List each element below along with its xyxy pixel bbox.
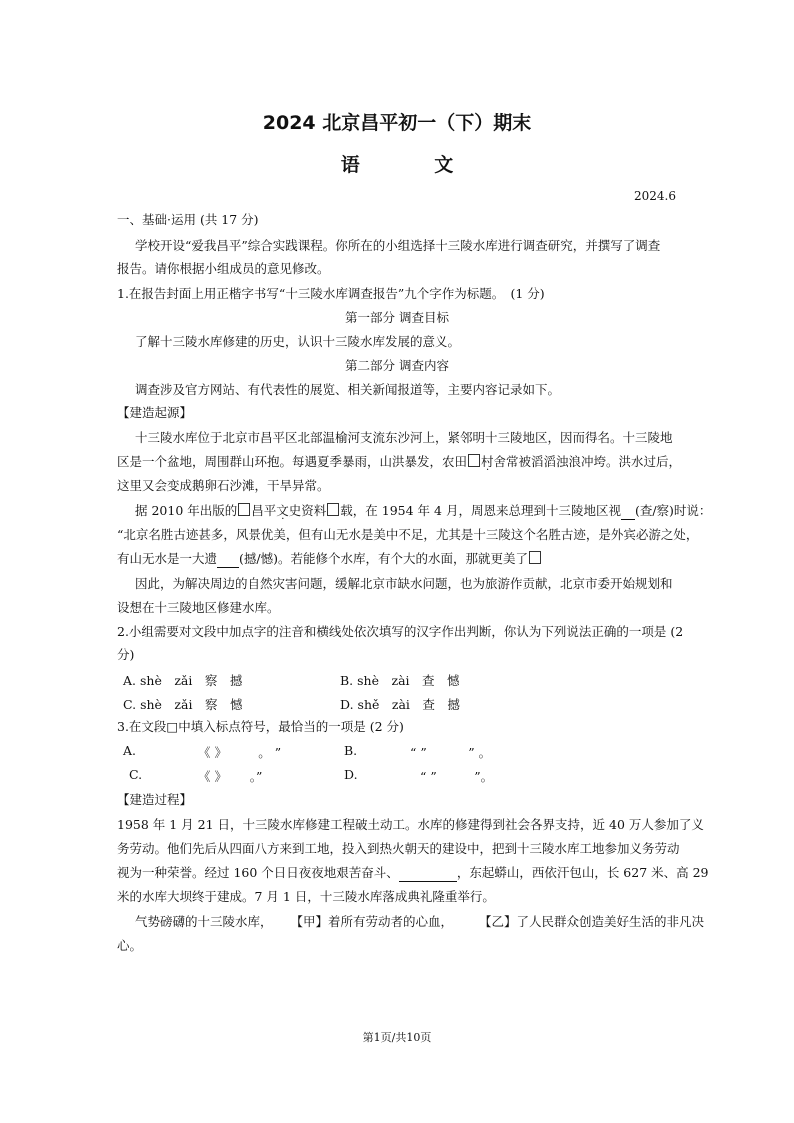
text-segment: 据 2010 年出版的 (135, 503, 238, 518)
q3-option-d-label: D. (344, 767, 358, 782)
punctuation-box (529, 551, 541, 564)
page-number: 第1页/共10页 (362, 1031, 432, 1044)
text-segment: 气势磅礴的十三陵水库， (135, 914, 273, 929)
dotted-phrase: 昌平文史资料 · (251, 503, 326, 518)
origin-p3-line-1: 因此，为解决周边的自然灾害问题，缓解北京市缺水问题，也为旅游作贡献，北京市委开始规划和 (135, 576, 673, 591)
question-3: 3.在文段□中填入标点符号，最恰当的一项是 (2 分) (117, 719, 404, 734)
text-segment: 【乙】了人民群众创造美好生活的非凡决 (479, 914, 705, 929)
origin-p1-line-2 (117, 454, 681, 470)
q3-option-b-marks: “ ” ” 。 (410, 745, 492, 760)
text-segment: 有山无水是一大遗 (117, 551, 218, 566)
part2-title: 第二部分 调查内容 (345, 358, 449, 373)
process-p1-line-4: 米的水库大坝终于建成。7 月 1 日，十三陵水库落成典礼隆重举行。 (117, 889, 495, 904)
q2-option-d: D. shě zài 查 撼 (340, 697, 460, 712)
text-segment: (查/察)时说： (634, 503, 712, 518)
q3-option-a-label: A. (123, 743, 137, 758)
fill-blank (399, 865, 457, 882)
origin-heading: 【建造起源】 (117, 405, 193, 420)
origin-p1-line-3: 这里又会变成鹅卵石沙滩，干旱异常。 (117, 478, 330, 493)
question-2-line-2: 分) (117, 647, 135, 662)
intro-line-2: 报告。请你根据小组成员的意见修改。 (117, 261, 330, 276)
q3-option-b-label: B. (344, 743, 358, 758)
q2-option-c: C. shè zǎi 察 憾 (123, 697, 243, 712)
q2-option-b: B. shè zài 查 憾 (340, 673, 460, 688)
process-heading: 【建造过程】 (117, 792, 193, 807)
text-segment: 视为一种荣誉。经过 160 个日日夜夜地艰苦奋斗、 (117, 865, 399, 880)
section-heading: 一、基础·运用 (共 17 分) (117, 212, 259, 227)
origin-p2-line-1 (135, 503, 711, 520)
text-segment: 载，在 1954 年 4 月，周恩来总理到十三陵地区视 (340, 503, 621, 518)
text-segment: 区是一个盆地，周围群山环抱。每遇夏季暴雨，山洪暴发，农田 (117, 454, 468, 469)
q3-option-c-marks: 《 》 。” (198, 769, 263, 784)
subject-title: 语 文 (340, 154, 488, 176)
text-segment: (撼/憾)。若能修个水库，有个大的水面，那就更美了 (239, 551, 528, 566)
origin-p2-line-2: “北京名胜古迹甚多，风景优美，但有山无水是美中不足，尤其是十三陵这个名胜古迹，是外宾必游之处， (117, 527, 699, 542)
text-segment: ，东起蟒山，西依汗包山，长 627 米、高 29 (456, 865, 709, 880)
intro-line-1: 学校开设“爱我昌平”综合实践课程。你所在的小组选择十三陵水库进行调查研究，并撰写了调查 (135, 238, 661, 253)
q2-option-a: A. shè zǎi 察 撼 (123, 673, 243, 688)
exam-date: 2024.6 (634, 189, 676, 203)
origin-p1-line-1: 十三陵水库位于北京市昌平区北部温榆河支流东沙河上，紧邻明十三陵地区，因而得名。十三陵地 (135, 430, 673, 445)
origin-p3-line-2: 设想在十三陵地区修建水库。 (117, 600, 280, 615)
text-segment: 舍常被滔滔浊浪冲垮。洪水过后， (493, 454, 682, 469)
process-p1-line-1: 1958 年 1 月 21 日，十三陵水库修建工程破土动工。水库的修建得到社会各界支持，近 40 万人参加了义 (117, 817, 704, 832)
dotted-character: 村 (481, 454, 494, 469)
question-1: 1.在报告封面上用正楷字书写“十三陵水库调查报告”九个字作为标题。 (1 分) (117, 286, 545, 301)
q3-option-a-marks: 《 》 。 ” (198, 745, 282, 760)
process-p2-line-1 (135, 914, 704, 930)
part2-text: 调查涉及官方网站、有代表性的展览、相关新闻报道等，主要内容记录如下。 (135, 382, 561, 397)
part1-title: 第一部分 调查目标 (345, 310, 449, 325)
page-title: 2024 北京昌平初一（下）期末 (262, 112, 532, 134)
punctuation-box (468, 454, 480, 467)
q3-option-d-marks: “ ” ”。 (420, 769, 494, 784)
fill-blank (621, 503, 635, 520)
text-segment: 【甲】着所有劳动者的心血， (290, 914, 454, 929)
punctuation-box (327, 503, 339, 516)
q3-option-c-label: C. (129, 767, 143, 782)
fill-blank (217, 551, 239, 568)
part1-text: 了解十三陵水库修建的历史，认识十三陵水库发展的意义。 (135, 334, 461, 349)
process-p1-line-2: 务劳动。他们先后从四面八方来到工地，投入到热火朝天的建设中，把到十三陵水库工地参加义务劳动 (117, 841, 680, 856)
process-p2-line-2: 心。 (117, 938, 143, 953)
question-2-line-1: 2.小组需要对文段中加点字的注音和横线处依次填写的汉字作出判断，你认为下列说法正确的一项是 (2 (117, 624, 684, 639)
origin-p2-line-3 (117, 551, 542, 568)
process-p1-line-3 (117, 865, 709, 882)
punctuation-box (238, 503, 250, 516)
